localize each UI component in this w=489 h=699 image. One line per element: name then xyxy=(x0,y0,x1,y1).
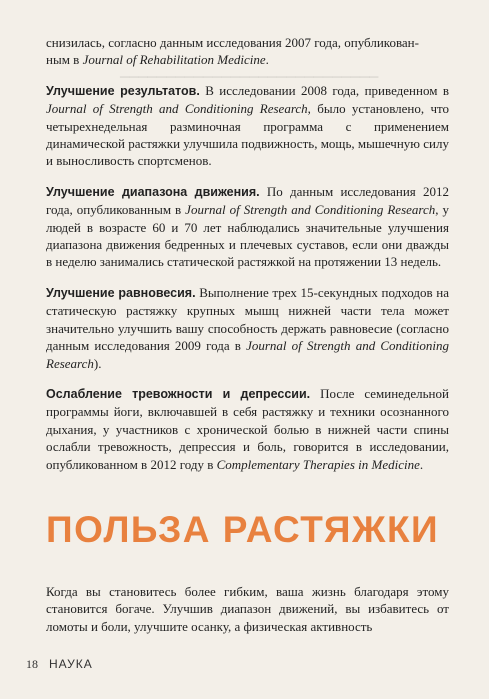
paragraph-text: В исследовании 2008 года, приведенном в xyxy=(199,82,449,98)
journal-name: Journal of Strength and Conditioning Research xyxy=(46,338,449,371)
paragraph-results xyxy=(46,82,449,170)
section-body xyxy=(46,583,449,635)
lead-in-heading: Улучшение диапазона движения. xyxy=(46,184,260,199)
journal-name: Journal of Strength and Conditioning Research xyxy=(46,101,308,117)
lead-in-heading: Улучшение результатов. xyxy=(46,83,200,98)
paragraph-text: После семинедельной программы йоги, включавшей в себя растяжку и техники осознанного дыхания, у участников с хронической болью в нижней части спины ослабли тревожность, депрессия и боль, говорится в исследовании, опубликованном в 2012 году в xyxy=(46,385,449,472)
page-number: 18 xyxy=(26,657,38,671)
lead-in-heading: Улучшение равновесия. xyxy=(46,285,196,300)
lead-in-heading: Ослабление тревожности и депрессии. xyxy=(46,386,311,401)
article-body xyxy=(46,34,449,473)
paragraph-text: По данным исследования 2012 года, опубликованным в xyxy=(46,183,449,218)
paragraph-range-of-motion xyxy=(46,183,449,271)
continuation-end: . xyxy=(265,52,269,68)
paragraph-anxiety xyxy=(46,385,449,473)
bleed-through-text: ▁▁▁▁▁▁▁▁▁▁▁▁▁▁▁▁▁▁▁▁▁▁▁▁▁▁▁▁ xyxy=(120,64,379,78)
journal-name: Journal of Strength and Conditioning Research xyxy=(185,202,436,218)
page-footer xyxy=(26,657,93,672)
section-title: ПОЛЬЗА РАСТЯЖКИ xyxy=(46,509,440,550)
paragraph-balance xyxy=(46,284,449,372)
paragraph-text: ). xyxy=(93,355,102,371)
paragraph-text: , у людей в возрасте 60 и 70 лет наблюдались значительные улучшения диапазона движения бедренных и плечевых суставов, если они дважды в неделю занимались статической растяжкой на протяжении 13 недель. xyxy=(46,202,449,270)
journal-name: Journal of Rehabilitation Medicine xyxy=(82,52,266,68)
continuation-text: ным в xyxy=(46,52,83,68)
paragraph-text: , было установлено, что четырехнедельная разминочная программа с применением динамической растяжки улучшила подвижность, мощь, мышечную силу и выносливость спортсменов. xyxy=(46,101,449,169)
journal-name: Complementary Therapies in Medicine xyxy=(216,456,420,472)
paragraph-text: . xyxy=(419,456,424,472)
running-section-name: НАУКА xyxy=(49,657,93,671)
continuation-line-1: снизилась, согласно данным исследования 2007 года, опубликован- xyxy=(46,35,419,50)
paragraph-text: Выполнение трех 15-секундных подходов на статическую растяжку крупных мышц нижней части тела может значительно улучшить вашу способность держать равновесие (согласно данным исследования 2009 года в xyxy=(46,284,449,354)
paragraph-continuation xyxy=(46,34,449,69)
section-intro-paragraph: Когда вы становитесь более гибким, ваша жизнь благодаря этому становится богаче. Улучшив диапазон движений, вы избавитесь от ломоты и боли, улучшите осанку, а физическая активность xyxy=(46,584,449,634)
